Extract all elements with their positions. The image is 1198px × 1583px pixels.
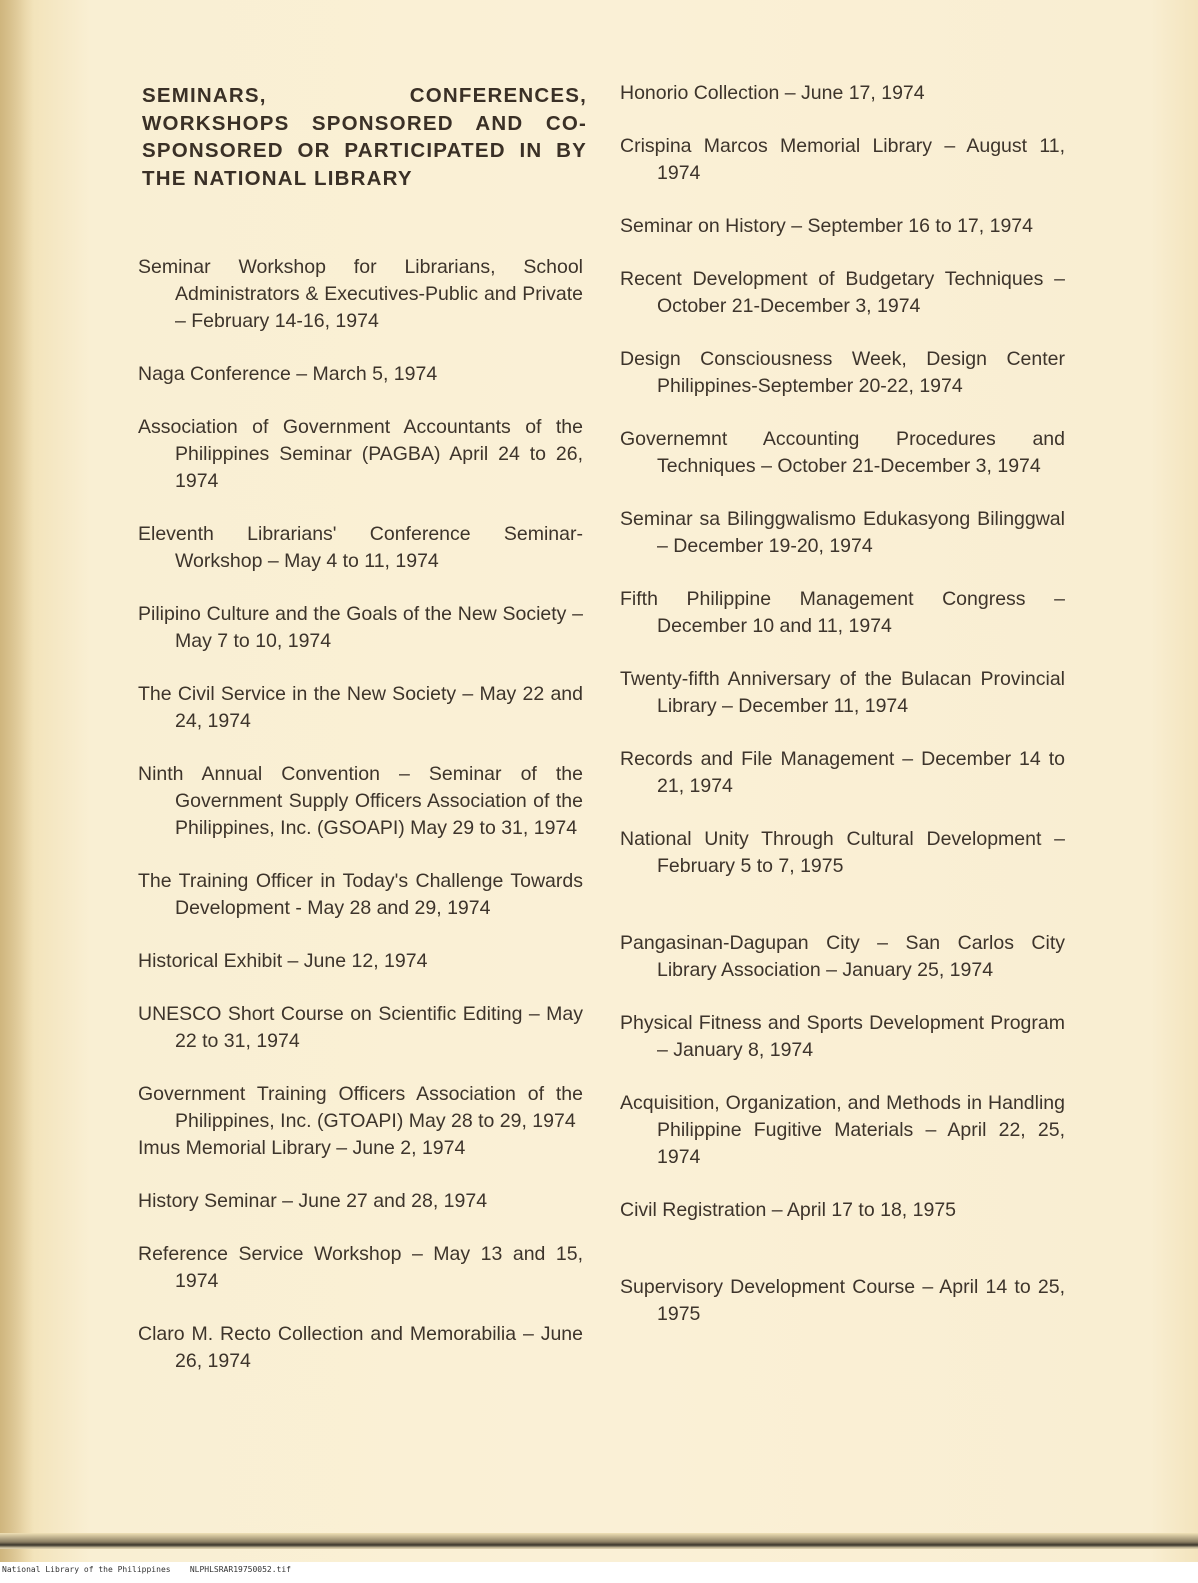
list-item: Seminar Workshop for Librarians, School Administrators & Executives-Public and Private – February 14-16, 1974 bbox=[138, 256, 583, 332]
list-item: Design Consciousness Week, Design Center Philippines-September 20-22, 1974 bbox=[620, 348, 1065, 397]
page-bottom-edge bbox=[0, 1533, 1198, 1549]
list-item: Civil Registration – April 17 to 18, 1975 bbox=[620, 1199, 957, 1221]
scan-footer bbox=[2, 1565, 602, 1574]
list-item: Twenty-fifth Anniversary of the Bulacan Provincial Library – December 11, 1974 bbox=[620, 668, 1065, 717]
list-item: The Civil Service in the New Society – May 22 and 24, 1974 bbox=[138, 683, 583, 732]
page-title: SEMINARS, CONFERENCES, WORKSHOPS SPONSORED AND CO-SPONSORED OR PARTICIPATED IN BY THE NATIONAL LIBRARY bbox=[142, 84, 587, 190]
list-item: Supervisory Development Course – April 14 to 25, 1975 bbox=[620, 1276, 1065, 1325]
list-item: Honorio Collection – June 17, 1974 bbox=[620, 82, 925, 104]
list-item: Government Training Officers Association of the Philippines, Inc. (GTOAPI) May 28 to 29, 1974 bbox=[138, 1083, 583, 1132]
list-item: Imus Memorial Library – June 2, 1974 bbox=[138, 1137, 466, 1159]
list-item: Seminar on History – September 16 to 17, 1974 bbox=[620, 215, 1033, 237]
list-item: Acquisition, Organization, and Methods in Handling Philippine Fugitive Materials – April 22, 25, 1974 bbox=[620, 1092, 1065, 1168]
list-item: Association of Government Accountants of the Philippines Seminar (PAGBA) April 24 to 26, 1974 bbox=[138, 416, 583, 492]
list-item: Pangasinan-Dagupan City – San Carlos City Library Association – January 25, 1974 bbox=[620, 932, 1065, 981]
list-item: Ninth Annual Convention – Seminar of the Government Supply Officers Association of the Philippines, Inc. (GSOAPI) May 29 to 31, 1974 bbox=[138, 763, 583, 839]
list-item: Records and File Management – December 14 to 21, 1974 bbox=[620, 748, 1065, 797]
left-column bbox=[138, 254, 583, 1375]
list-item: Seminar sa Bilinggwalismo Edukasyong Bilinggwal – December 19-20, 1974 bbox=[620, 508, 1065, 557]
list-item: Claro M. Recto Collection and Memorabilia – June 26, 1974 bbox=[138, 1323, 583, 1372]
list-item: Eleventh Librarians' Conference Seminar-Workshop – May 4 to 11, 1974 bbox=[138, 523, 583, 572]
list-item: Reference Service Workshop – May 13 and 15, 1974 bbox=[138, 1243, 583, 1292]
list-item: The Training Officer in Today's Challenge Towards Development - May 28 and 29, 1974 bbox=[138, 870, 583, 919]
list-item: Governemnt Accounting Procedures and Techniques – October 21-December 3, 1974 bbox=[620, 428, 1065, 477]
list-item: Physical Fitness and Sports Development Program – January 8, 1974 bbox=[620, 1012, 1065, 1061]
page-spine-shadow bbox=[0, 0, 34, 1562]
list-item: Historical Exhibit – June 12, 1974 bbox=[138, 950, 428, 972]
list-item: Fifth Philippine Management Congress – December 10 and 11, 1974 bbox=[620, 588, 1065, 637]
list-item: Crispina Marcos Memorial Library – August 11, 1974 bbox=[620, 135, 1065, 184]
list-item: Pilipino Culture and the Goals of the New Society – May 7 to 10, 1974 bbox=[138, 603, 583, 652]
right-column bbox=[620, 80, 1065, 1328]
footer-source: National Library of the Philippines bbox=[2, 1565, 171, 1574]
list-item: National Unity Through Cultural Development – February 5 to 7, 1975 bbox=[620, 828, 1065, 877]
list-item: Recent Development of Budgetary Techniques – October 21-December 3, 1974 bbox=[620, 268, 1065, 317]
footer-file: NLPHLSRAR19750052.tif bbox=[189, 1565, 291, 1574]
list-item: History Seminar – June 27 and 28, 1974 bbox=[138, 1190, 488, 1212]
list-item: Naga Conference – March 5, 1974 bbox=[138, 363, 438, 385]
list-item: UNESCO Short Course on Scientific Editing – May 22 to 31, 1974 bbox=[138, 1003, 583, 1052]
